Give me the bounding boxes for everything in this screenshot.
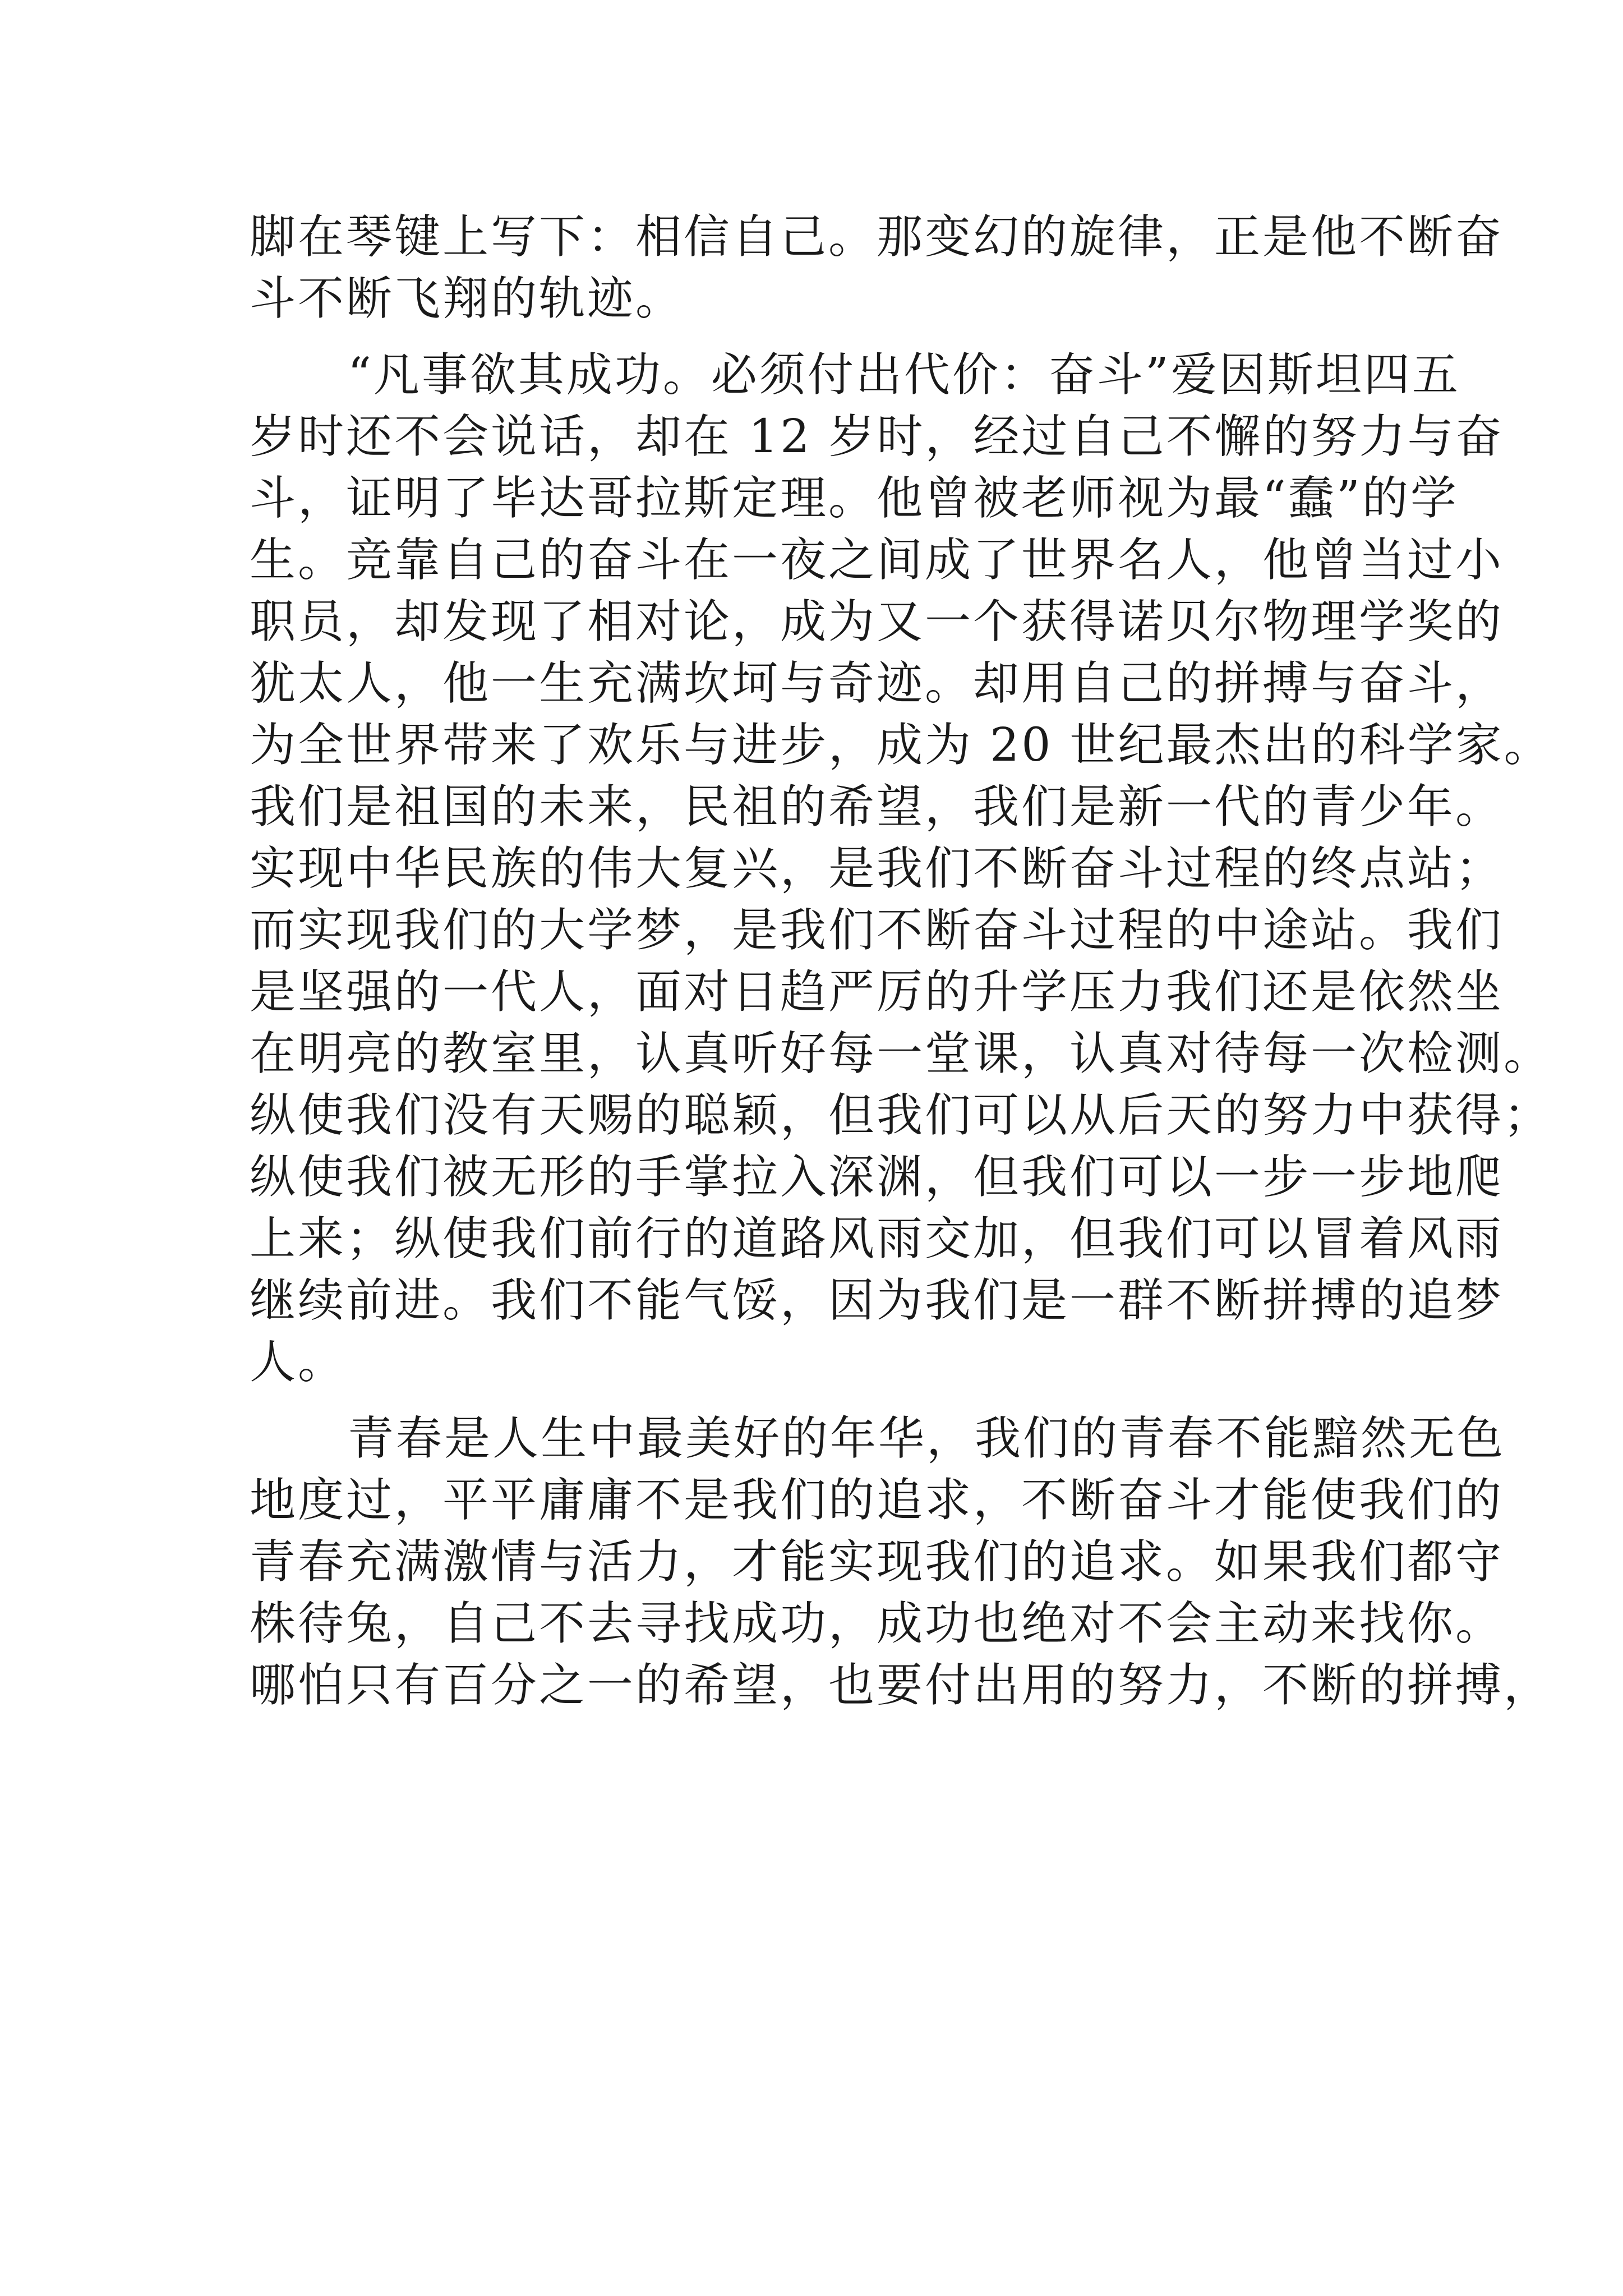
text-line: 犹太人，他一生充满坎坷与奇迹。却用自己的拼搏与奋斗，	[250, 657, 1504, 710]
paragraph-first-line: “凡事欲其成功。必须付出代价：奋斗”爱因斯坦四五	[348, 348, 1460, 402]
text-line: 在明亮的教室里，认真听好每一堂课，认真对待每一次检测。	[250, 1027, 1552, 1080]
text-line: 人。	[250, 1336, 347, 1389]
body-text	[250, 206, 1552, 1717]
text-line: 纵使我们没有天赐的聪颖，但我们可以从后天的努力中获得；	[250, 1089, 1552, 1142]
text-line: 而实现我们的大学梦，是我们不断奋斗过程的中途站。我们	[250, 904, 1504, 957]
text-line: 实现中华民族的伟大复兴，是我们不断奋斗过程的终点站；	[250, 842, 1504, 895]
text-line: 继续前进。我们不能气馁，因为我们是一群不断拼搏的追梦	[250, 1274, 1504, 1327]
text-line: 上来；纵使我们前行的道路风雨交加，但我们可以冒着风雨	[250, 1212, 1504, 1266]
text-line: 脚在琴键上写下：相信自己。那变幻的旋律，正是他不断奋	[250, 210, 1504, 264]
text-line: 为全世界带来了欢乐与进步，成为 20 世纪最杰出的科学家。	[250, 719, 1552, 772]
text-line: 哪怕只有百分之一的希望，也要付出用的努力，不断的拼搏，	[250, 1659, 1552, 1712]
text-line: 我们是祖国的未来，民祖的希望，我们是新一代的青少年。	[250, 780, 1504, 834]
text-line: 株待兔，自己不去寻找成功，成功也绝对不会主动来找你。	[250, 1597, 1504, 1650]
text-line: 斗，证明了毕达哥拉斯定理。他曾被老师视为最“蠢”的学	[250, 472, 1459, 525]
text-line: 斗不断飞翔的轨迹。	[250, 272, 684, 325]
text-line: 生。竞靠自己的奋斗在一夜之间成了世界名人，他曾当过小	[250, 533, 1504, 587]
text-line: 是坚强的一代人，面对日趋严厉的升学压力我们还是依然坐	[250, 965, 1504, 1019]
text-line: 职员，却发现了相对论，成为又一个获得诺贝尔物理学奖的	[250, 595, 1504, 648]
text-line: 地度过，平平庸庸不是我们的追求，不断奋斗才能使我们的	[250, 1474, 1504, 1527]
text-line: 纵使我们被无形的手掌拉入深渊，但我们可以一步一步地爬	[250, 1151, 1504, 1204]
text-line: 岁时还不会说话，却在 12 岁时，经过自己不懈的努力与奋	[250, 410, 1504, 463]
paragraph-first-line: 青春是人生中最美好的年华，我们的青春不能黯然无色	[348, 1412, 1506, 1465]
text-line: 青春充满激情与活力，才能实现我们的追求。如果我们都守	[250, 1535, 1504, 1589]
